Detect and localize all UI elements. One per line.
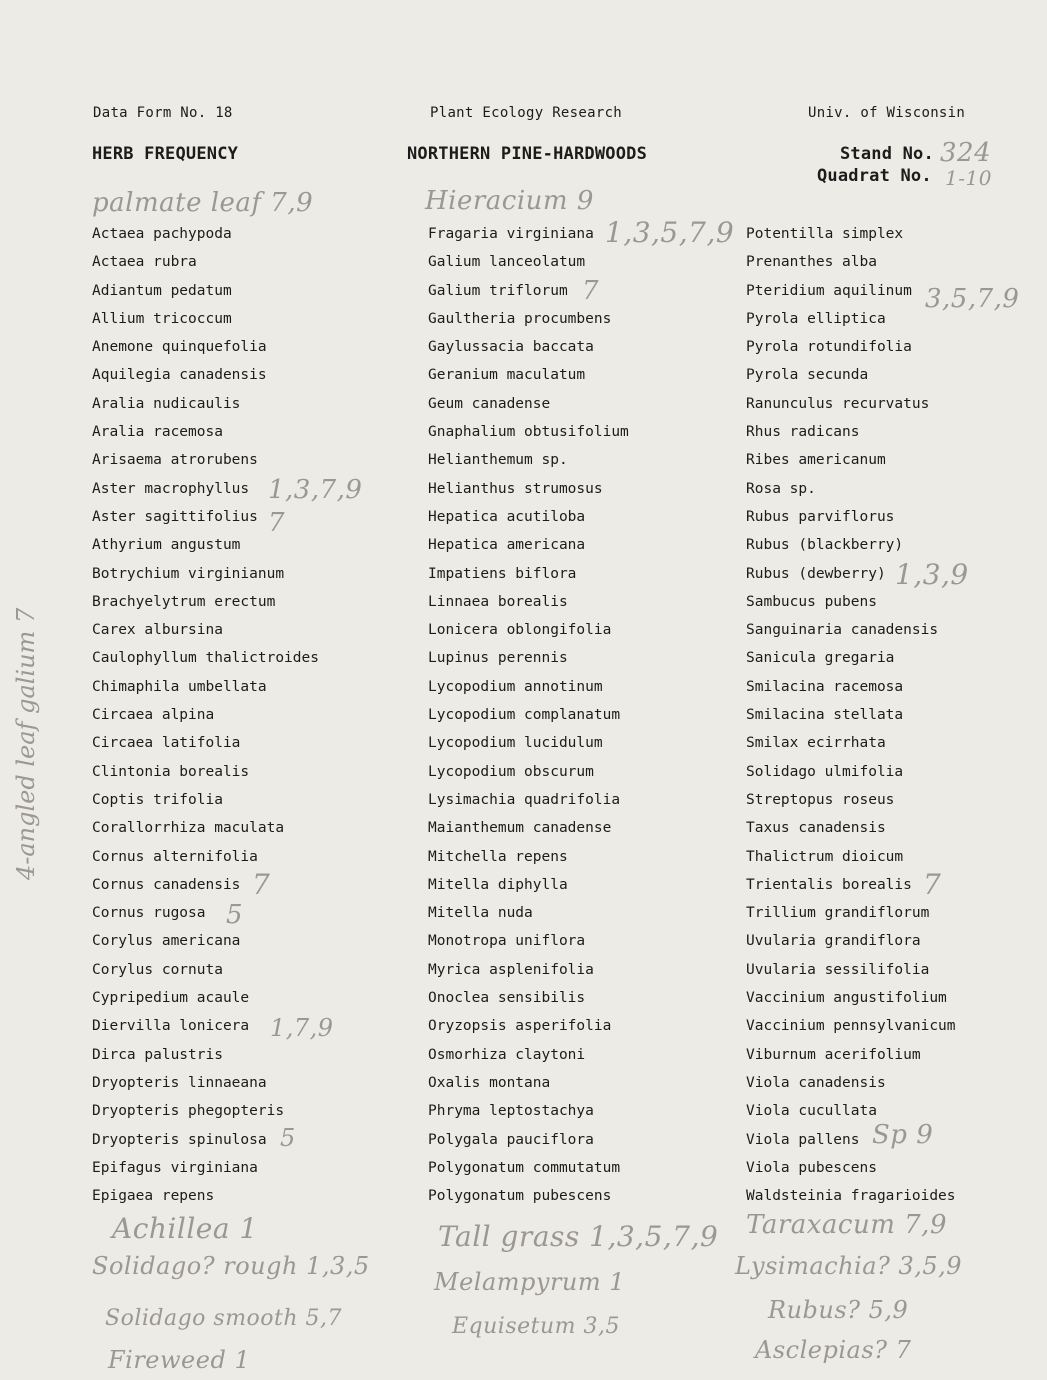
species-item: Sambucus pubens: [746, 593, 877, 610]
species-item: Cornus alternifolia: [92, 848, 258, 865]
species-item: Mitella nuda: [428, 905, 533, 922]
handwritten-left-top: palmate leaf 7,9: [92, 188, 314, 218]
handwritten-margin-vertical: 4-angled leaf galium 7: [12, 607, 40, 880]
note-bottom-left-4: Fireweed 1: [108, 1346, 251, 1374]
species-item: Cornus canadensis: [92, 876, 241, 893]
species-item: Aralia racemosa: [92, 424, 223, 441]
species-column-left: [92, 224, 412, 1214]
species-item: Viola pubescens: [746, 1159, 877, 1176]
species-column-middle: [428, 224, 748, 1214]
species-item: Myrica asplenifolia: [428, 961, 594, 978]
species-item: Aster sagittifolius: [92, 508, 258, 525]
species-item: Geranium maculatum: [428, 367, 586, 384]
species-item: Galium lanceolatum: [428, 254, 586, 271]
quadrat-label: Quadrat No.: [817, 166, 932, 186]
handwritten-stand-no: 324: [940, 138, 992, 168]
note-aster-macrophyllus: 1,3,7,9: [268, 475, 363, 505]
species-item: Mitchella repens: [428, 848, 568, 865]
section-title: HERB FREQUENCY: [92, 144, 239, 164]
species-item: Anemone quinquefolia: [92, 339, 267, 356]
species-item: Coptis trifolia: [92, 791, 223, 808]
species-item: Trillium grandiflorum: [746, 905, 930, 922]
species-item: Dryopteris phegopteris: [92, 1103, 285, 1120]
species-item: Athyrium angustum: [92, 537, 241, 554]
species-item: Aralia nudicaulis: [92, 395, 241, 412]
species-item: Taxus canadensis: [746, 820, 886, 837]
species-item: Mitella diphylla: [428, 876, 568, 893]
species-item: Pyrola rotundifolia: [746, 339, 912, 356]
species-item: Dirca palustris: [92, 1046, 223, 1063]
community-title: NORTHERN PINE-HARDWOODS: [407, 144, 648, 164]
species-item: Oryzopsis asperifolia: [428, 1018, 612, 1035]
species-item: Monotropa uniflora: [428, 933, 586, 950]
note-fragaria: 1,3,5,7,9: [605, 216, 735, 249]
species-item: Diervilla lonicera: [92, 1018, 250, 1035]
note-bottom-right-2: Lysimachia? 3,5,9: [735, 1252, 963, 1280]
species-item: Viburnum acerifolium: [746, 1046, 921, 1063]
note-dryopteris-spinulosa: 5: [280, 1124, 296, 1152]
species-item: Galium triflorum: [428, 282, 568, 299]
note-bottom-mid-1: Tall grass 1,3,5,7,9: [438, 1220, 719, 1253]
species-item: Gaylussacia baccata: [428, 339, 594, 356]
note-cornus-canadensis: 7: [252, 868, 271, 901]
species-item: Circaea alpina: [92, 707, 215, 724]
note-bottom-right-3: Rubus? 5,9: [768, 1296, 909, 1324]
species-item: Polygala pauciflora: [428, 1131, 594, 1148]
species-item: Clintonia borealis: [92, 763, 250, 780]
species-item: Lycopodium obscurum: [428, 763, 594, 780]
species-item: Carex albursina: [92, 622, 223, 639]
species-item: Oxalis montana: [428, 1074, 551, 1091]
note-bottom-mid-2: Melampyrum 1: [434, 1268, 626, 1296]
species-item: Rhus radicans: [746, 424, 860, 441]
note-trientalis: 7: [923, 868, 942, 901]
species-item: Osmorhiza claytoni: [428, 1046, 586, 1063]
stand-label: Stand No.: [840, 144, 934, 164]
species-item: Chimaphila umbellata: [92, 678, 267, 695]
species-item: Trientalis borealis: [746, 876, 912, 893]
species-item: Smilax ecirrhata: [746, 735, 886, 752]
species-item: Epigaea repens: [92, 1188, 215, 1205]
species-item: Sanicula gregaria: [746, 650, 895, 667]
species-item: Lycopodium complanatum: [428, 707, 621, 724]
note-bottom-right-4: Asclepias? 7: [755, 1336, 912, 1364]
species-item: Lysimachia quadrifolia: [428, 791, 621, 808]
species-item: Phryma leptostachya: [428, 1103, 594, 1120]
species-item: Rubus parviflorus: [746, 508, 895, 525]
note-rubus-dewberry: 1,3,9: [895, 558, 969, 591]
species-item: Polygonatum commutatum: [428, 1159, 621, 1176]
species-item: Rubus (dewberry): [746, 565, 886, 582]
species-item: Sanguinaria canadensis: [746, 622, 939, 639]
species-item: Viola canadensis: [746, 1074, 886, 1091]
species-item: Uvularia sessilifolia: [746, 961, 930, 978]
species-item: Corylus americana: [92, 933, 241, 950]
species-item: Allium tricoccum: [92, 310, 232, 327]
note-pteridium: 3,5,7,9: [925, 284, 1020, 314]
handwritten-quadrat-no: 1-10: [945, 166, 992, 190]
species-item: Gaultheria procumbens: [428, 310, 612, 327]
species-item: Aquilegia canadensis: [92, 367, 267, 384]
species-item: Impatiens biflora: [428, 565, 577, 582]
species-item: Actaea rubra: [92, 254, 197, 271]
species-item: Dryopteris linnaeana: [92, 1074, 267, 1091]
handwritten-middle-top: Hieracium 9: [425, 186, 594, 216]
species-item: Epifagus virginiana: [92, 1159, 258, 1176]
university: Univ. of Wisconsin: [808, 105, 966, 121]
species-item: Fragaria virginiana: [428, 226, 594, 242]
species-item: Adiantum pedatum: [92, 282, 232, 299]
species-item: Smilacina stellata: [746, 707, 904, 724]
species-item: Ranunculus recurvatus: [746, 395, 930, 412]
species-item: Rosa sp.: [746, 480, 816, 497]
species-item: Onoclea sensibilis: [428, 990, 586, 1007]
species-item: Brachyelytrum erectum: [92, 593, 276, 610]
note-bottom-right-1: Taraxacum 7,9: [746, 1210, 947, 1240]
organization: Plant Ecology Research: [430, 105, 623, 121]
species-item: Viola pallens: [746, 1131, 860, 1148]
form-number: Data Form No. 18: [93, 105, 233, 121]
species-item: Corylus cornuta: [92, 961, 223, 978]
species-item: Corallorrhiza maculata: [92, 820, 285, 837]
species-item: Lupinus perennis: [428, 650, 568, 667]
species-item: Rubus (blackberry): [746, 537, 904, 554]
note-bottom-left-2: Solidago? rough 1,3,5: [92, 1252, 370, 1280]
species-item: Caulophyllum thalictroides: [92, 650, 319, 667]
species-item: Hepatica acutiloba: [428, 508, 586, 525]
species-item: Helianthemum sp.: [428, 452, 568, 469]
species-item: Vaccinium pennsylvanicum: [746, 1018, 956, 1035]
species-item: Linnaea borealis: [428, 593, 568, 610]
note-galium-triflorum: 7: [582, 276, 600, 306]
note-bottom-left-1: Achillea 1: [112, 1212, 258, 1245]
species-item: Lonicera oblongifolia: [428, 622, 612, 639]
species-item: Cornus rugosa: [92, 905, 206, 922]
species-item: Solidago ulmifolia: [746, 763, 904, 780]
note-aster-sagittifolius: 7: [268, 508, 286, 538]
species-item: Waldsteinia fragarioides: [746, 1188, 956, 1205]
species-item: Botrychium virginianum: [92, 565, 285, 582]
species-item: Helianthus strumosus: [428, 480, 603, 497]
species-item: Aster macrophyllus: [92, 480, 250, 497]
species-item: Prenanthes alba: [746, 254, 877, 271]
species-item: Viola cucullata: [746, 1103, 877, 1120]
species-item: Maianthemum canadense: [428, 820, 612, 837]
species-item: Lycopodium lucidulum: [428, 735, 603, 752]
species-item: Pyrola elliptica: [746, 310, 886, 327]
species-item: Streptopus roseus: [746, 791, 895, 808]
species-item: Dryopteris spinulosa: [92, 1131, 267, 1148]
species-item: Gnaphalium obtusifolium: [428, 424, 629, 441]
note-viola-pallens: Sp 9: [872, 1120, 934, 1150]
species-item: Polygonatum pubescens: [428, 1188, 612, 1205]
species-item: Circaea latifolia: [92, 735, 241, 752]
species-item: Ribes americanum: [746, 452, 886, 469]
note-bottom-left-3: Solidago smooth 5,7: [105, 1306, 343, 1331]
species-item: Lycopodium annotinum: [428, 678, 603, 695]
note-cornus-rugosa: 5: [226, 900, 244, 930]
species-item: Vaccinium angustifolium: [746, 990, 947, 1007]
species-item: Actaea pachypoda: [92, 226, 232, 242]
species-item: Uvularia grandiflora: [746, 933, 921, 950]
species-item: Arisaema atrorubens: [92, 452, 258, 469]
note-diervilla: 1,7,9: [270, 1014, 334, 1042]
note-bottom-mid-3: Equisetum 3,5: [452, 1314, 621, 1339]
species-item: Smilacina racemosa: [746, 678, 904, 695]
species-item: Thalictrum dioicum: [746, 848, 904, 865]
species-column-right: [746, 224, 1047, 1214]
species-item: Geum canadense: [428, 395, 551, 412]
species-item: Pyrola secunda: [746, 367, 869, 384]
species-item: Pteridium aquilinum: [746, 282, 912, 299]
species-item: Hepatica americana: [428, 537, 586, 554]
species-item: Potentilla simplex: [746, 226, 904, 242]
species-item: Cypripedium acaule: [92, 990, 250, 1007]
